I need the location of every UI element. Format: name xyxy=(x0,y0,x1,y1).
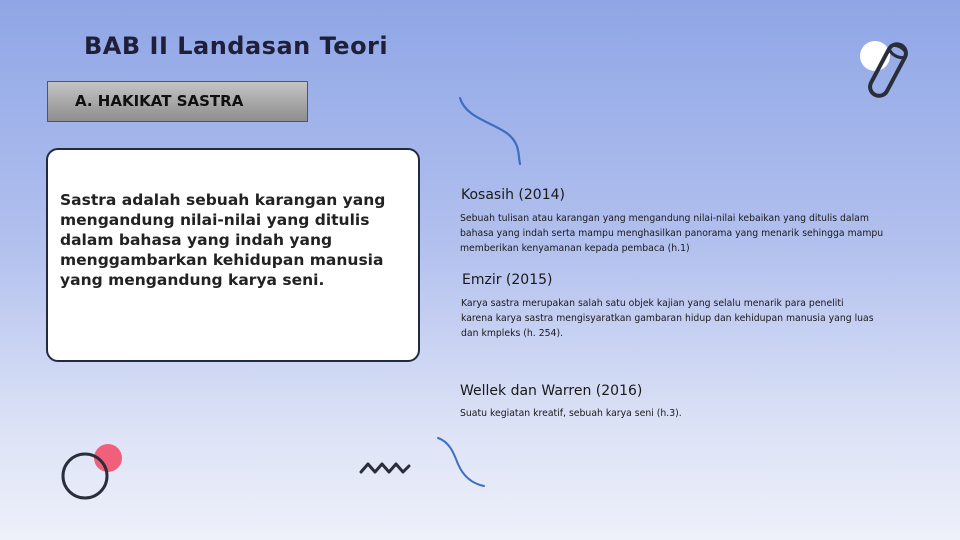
reference-text-kosasih: Sebuah tulisan atau karangan yang mengandung nilai-nilai kebaikan yang ditulis dalam bahasa yang indah serta mampu menghasilkan panorama yang menarik sehingga mampu memberikan kenyamanan kepada pembaca (h.1) xyxy=(460,213,884,254)
section-heading-box xyxy=(47,81,308,122)
reference-text-emzir: Karya sastra merupakan salah satu objek kajian yang selalu menarik para peneliti karena karya sastra mengisyaratkan gambaran hidup dan kehidupan manusia yang luas dan kmpleks (h. 254). xyxy=(461,298,874,339)
circles-decoration xyxy=(58,438,128,508)
reference-text-wellek-warren: Suatu kegiatan kreatif, sebuah karya seni (h.3). xyxy=(460,408,682,419)
definition-card xyxy=(46,148,420,362)
reference-author-kosasih: Kosasih (2014) xyxy=(461,187,565,203)
curved-line-decoration-bottom xyxy=(432,434,488,492)
reference-author-emzir: Emzir (2015) xyxy=(462,272,553,288)
curved-line-decoration xyxy=(452,92,532,172)
reference-author-wellek-warren: Wellek dan Warren (2016) xyxy=(460,383,643,399)
zigzag-decoration xyxy=(358,458,412,480)
definition-text: Sastra adalah sebuah karangan yang mengandung nilai-nilai yang ditulis dalam bahasa yang indah yang menggambarkan kehidupan manusia yang mengandung karya seni. xyxy=(60,191,386,289)
section-heading: A. HAKIKAT SASTRA xyxy=(75,92,244,110)
cylinder-icon xyxy=(850,34,920,104)
slide-title: BAB II Landasan Teori xyxy=(84,32,389,60)
